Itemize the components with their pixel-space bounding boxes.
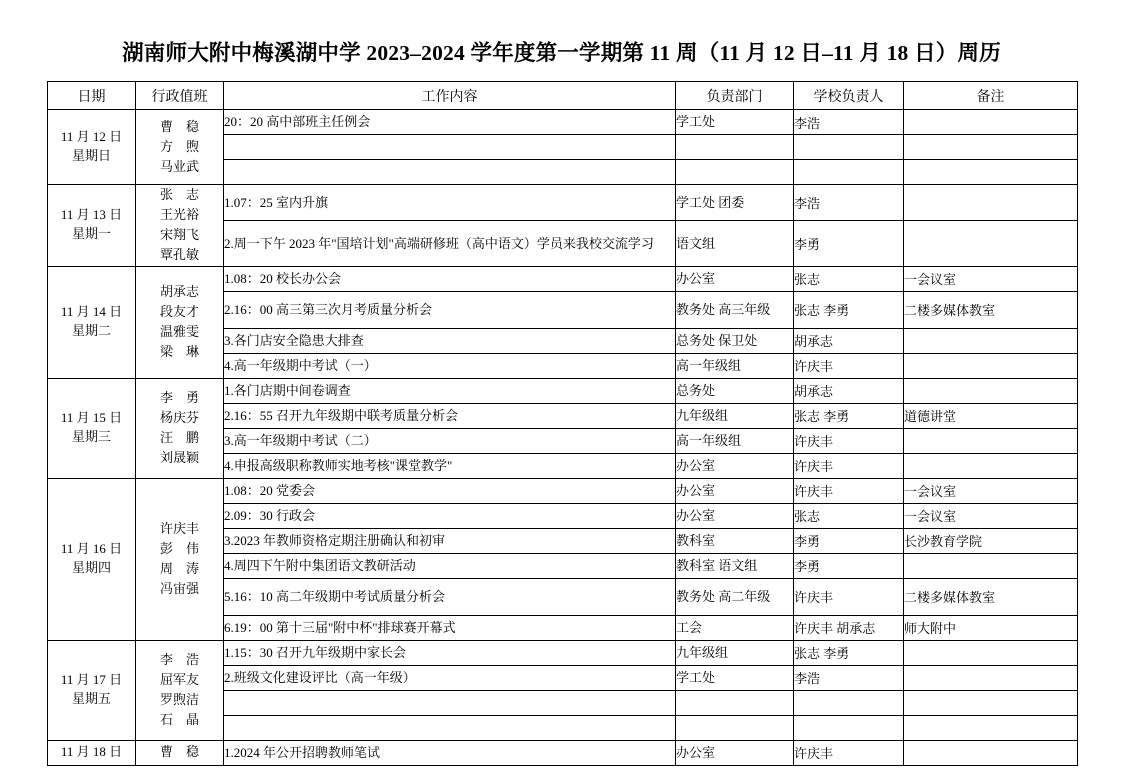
dept-cell: 总务处 [676, 378, 794, 403]
dept-cell: 教务处 高二年级 [676, 578, 794, 615]
leader-cell: 许庆丰 [794, 453, 904, 478]
remark-cell [904, 160, 1078, 185]
date-cell [48, 478, 136, 640]
date-line-1: 11 月 15 日 [60, 410, 123, 426]
weekly-schedule-table [47, 81, 1078, 766]
duty-name: 胡承志 [159, 283, 199, 299]
leader-cell: 许庆丰 [794, 428, 904, 453]
leader-cell: 张志 李勇 [794, 640, 904, 665]
duty-cell [136, 478, 224, 640]
duty-name: 彭 伟 [159, 540, 199, 556]
dept-cell: 总务处 保卫处 [676, 328, 794, 353]
content-cell: 4.申报高级职称教师实地考核"课堂教学" [224, 453, 676, 478]
date-cell [48, 740, 136, 765]
date-line-2: 星期二 [71, 323, 111, 339]
remark-cell: 长沙教育学院 [904, 528, 1078, 553]
leader-cell [794, 135, 904, 160]
leader-cell: 李浩 [794, 110, 904, 135]
table-header-row [48, 82, 1078, 110]
dept-cell: 教科室 语文组 [676, 553, 794, 578]
leader-cell: 许庆丰 胡承志 [794, 615, 904, 640]
leader-cell: 李浩 [794, 185, 904, 221]
dept-cell [676, 160, 794, 185]
dept-cell: 办公室 [676, 503, 794, 528]
dept-cell: 九年级组 [676, 640, 794, 665]
remark-cell [904, 640, 1078, 665]
remark-cell [904, 353, 1078, 378]
remark-cell [904, 428, 1078, 453]
content-cell: 3.2023 年教师资格定期注册确认和初审 [224, 528, 676, 553]
date-line-1: 11 月 17 日 [60, 672, 123, 688]
leader-cell: 许庆丰 [794, 478, 904, 503]
duty-name: 许庆丰 [159, 520, 199, 536]
dept-cell: 办公室 [676, 266, 794, 291]
date-line-2: 星期五 [71, 691, 111, 707]
content-cell: 2.周一下午 2023 年"国培计划"高端研修班（高中语文）学员来我校交流学习 [224, 221, 676, 266]
duty-name: 曹 稳 [159, 118, 199, 134]
table-body [48, 110, 1078, 766]
dept-cell [676, 135, 794, 160]
date-line-2: 星期四 [71, 560, 111, 576]
dept-cell: 办公室 [676, 453, 794, 478]
content-cell: 1.2024 年公开招聘教师笔试 [224, 740, 676, 765]
column-header-date: 日期 [48, 82, 136, 110]
content-cell: 2.09：30 行政会 [224, 503, 676, 528]
date-line-1: 11 月 12 日 [60, 129, 123, 145]
duty-name: 周 涛 [159, 561, 199, 577]
duty-name: 马业武 [159, 159, 199, 175]
content-cell: 2.16：55 召开九年级期中联考质量分析会 [224, 403, 676, 428]
remark-cell: 师大附中 [904, 615, 1078, 640]
page-title: 湖南师大附中梅溪湖中学 2023–2024 学年度第一学期第 11 周（11 月 12 日–11 月 18 日）周历 [122, 41, 1001, 65]
remark-cell [904, 665, 1078, 690]
date-cell [48, 266, 136, 378]
duty-name: 温雅雯 [159, 324, 199, 340]
duty-name: 汪 鹏 [159, 430, 199, 446]
date-cell [48, 110, 136, 185]
duty-name: 王光裕 [159, 207, 199, 223]
column-header-content: 工作内容 [224, 82, 676, 110]
table-row [48, 378, 1078, 403]
dept-cell: 办公室 [676, 478, 794, 503]
content-cell [224, 715, 676, 740]
table-row [48, 640, 1078, 665]
column-header-duty: 行政值班 [136, 82, 224, 110]
dept-cell: 九年级组 [676, 403, 794, 428]
leader-cell: 李勇 [794, 221, 904, 266]
remark-cell [904, 110, 1078, 135]
dept-cell: 高一年级组 [676, 353, 794, 378]
duty-cell [136, 266, 224, 378]
remark-cell [904, 553, 1078, 578]
leader-cell: 张志 [794, 503, 904, 528]
content-cell: 20：20 高中部班主任例会 [224, 110, 676, 135]
dept-cell: 高一年级组 [676, 428, 794, 453]
duty-name: 石 晶 [159, 712, 199, 728]
date-line-1: 11 月 14 日 [60, 304, 123, 320]
date-line-2: 星期日 [71, 148, 111, 163]
date-cell [48, 640, 136, 740]
dept-cell [676, 690, 794, 715]
table-row [48, 185, 1078, 221]
dept-cell: 教科室 [676, 528, 794, 553]
duty-cell [136, 640, 224, 740]
duty-name: 段友才 [159, 303, 199, 319]
date-line-2: 星期一 [71, 226, 111, 242]
dept-cell: 工会 [676, 615, 794, 640]
duty-name: 宋翔飞 [159, 227, 199, 243]
dept-cell: 学工处 [676, 665, 794, 690]
date-line-2: 星期三 [71, 429, 111, 445]
remark-cell [904, 453, 1078, 478]
duty-name: 李 浩 [159, 651, 199, 667]
dept-cell: 语文组 [676, 221, 794, 266]
leader-cell [794, 715, 904, 740]
date-line-1: 11 月 13 日 [60, 207, 123, 223]
table-row [48, 478, 1078, 503]
leader-cell: 胡承志 [794, 328, 904, 353]
leader-cell: 胡承志 [794, 378, 904, 403]
remark-cell [904, 221, 1078, 266]
leader-cell: 许庆丰 [794, 740, 904, 765]
duty-name: 罗煦洁 [159, 692, 199, 708]
remark-cell [904, 185, 1078, 221]
content-cell: 3.高一年级期中考试（二） [224, 428, 676, 453]
content-cell: 2.16：00 高三第三次月考质量分析会 [224, 291, 676, 328]
column-header-leader: 学校负责人 [794, 82, 904, 110]
remark-cell [904, 715, 1078, 740]
column-header-dept: 负责部门 [676, 82, 794, 110]
content-cell: 1.各门店期中间卷调查 [224, 378, 676, 403]
dept-cell: 学工处 [676, 110, 794, 135]
remark-cell: 二楼多媒体教室 [904, 291, 1078, 328]
remark-cell [904, 690, 1078, 715]
content-cell: 5.16：10 高二年级期中考试质量分析会 [224, 578, 676, 615]
content-cell [224, 135, 676, 160]
leader-cell [794, 690, 904, 715]
duty-cell [136, 378, 224, 478]
content-cell: 6.19：00 第十三届"附中杯"排球赛开幕式 [224, 615, 676, 640]
duty-name: 李 勇 [159, 389, 199, 405]
content-cell: 1.08：20 校长办公会 [224, 266, 676, 291]
remark-cell: 一会议室 [904, 503, 1078, 528]
date-line-1: 11 月 16 日 [60, 541, 123, 557]
content-cell [224, 160, 676, 185]
leader-cell: 张志 李勇 [794, 291, 904, 328]
leader-cell [794, 160, 904, 185]
duty-cell [136, 110, 224, 185]
content-cell [224, 690, 676, 715]
remark-cell: 道德讲堂 [904, 403, 1078, 428]
content-cell: 3.各门店安全隐患大排查 [224, 328, 676, 353]
leader-cell: 李勇 [794, 528, 904, 553]
remark-cell [904, 740, 1078, 765]
duty-name: 方 煦 [159, 138, 199, 154]
content-cell: 1.07：25 室内升旗 [224, 185, 676, 221]
duty-name: 冯宙强 [159, 581, 199, 597]
leader-cell: 许庆丰 [794, 353, 904, 378]
date-line-1: 11 月 18 日 [60, 744, 123, 760]
remark-cell: 一会议室 [904, 478, 1078, 503]
content-cell: 2.班级文化建设评比（高一年级） [224, 665, 676, 690]
table-row [48, 110, 1078, 135]
duty-cell [136, 740, 224, 765]
dept-cell: 办公室 [676, 740, 794, 765]
duty-name: 曹 稳 [159, 744, 199, 760]
remark-cell [904, 378, 1078, 403]
duty-name: 刘晟颖 [159, 450, 199, 466]
table-row [48, 740, 1078, 765]
duty-name: 张 志 [159, 187, 199, 202]
duty-name: 屈军友 [159, 671, 199, 687]
date-cell [48, 378, 136, 478]
content-cell: 4.周四下午附中集团语文教研活动 [224, 553, 676, 578]
leader-cell: 张志 李勇 [794, 403, 904, 428]
duty-name: 梁 琳 [159, 344, 199, 360]
leader-cell: 许庆丰 [794, 578, 904, 615]
duty-name: 覃孔敏 [159, 247, 199, 263]
content-cell: 1.15：30 召开九年级期中家长会 [224, 640, 676, 665]
duty-cell [136, 185, 224, 267]
table-row [48, 266, 1078, 291]
content-cell: 4.高一年级期中考试（一） [224, 353, 676, 378]
duty-name: 杨庆芬 [159, 409, 199, 425]
dept-cell [676, 715, 794, 740]
date-cell [48, 185, 136, 267]
dept-cell: 学工处 团委 [676, 185, 794, 221]
remark-cell [904, 135, 1078, 160]
leader-cell: 张志 [794, 266, 904, 291]
content-cell: 1.08：20 党委会 [224, 478, 676, 503]
dept-cell: 教务处 高三年级 [676, 291, 794, 328]
leader-cell: 李勇 [794, 553, 904, 578]
leader-cell: 李浩 [794, 665, 904, 690]
remark-cell: 一会议室 [904, 266, 1078, 291]
remark-cell [904, 328, 1078, 353]
column-header-remark: 备注 [904, 82, 1078, 110]
remark-cell: 二楼多媒体教室 [904, 578, 1078, 615]
